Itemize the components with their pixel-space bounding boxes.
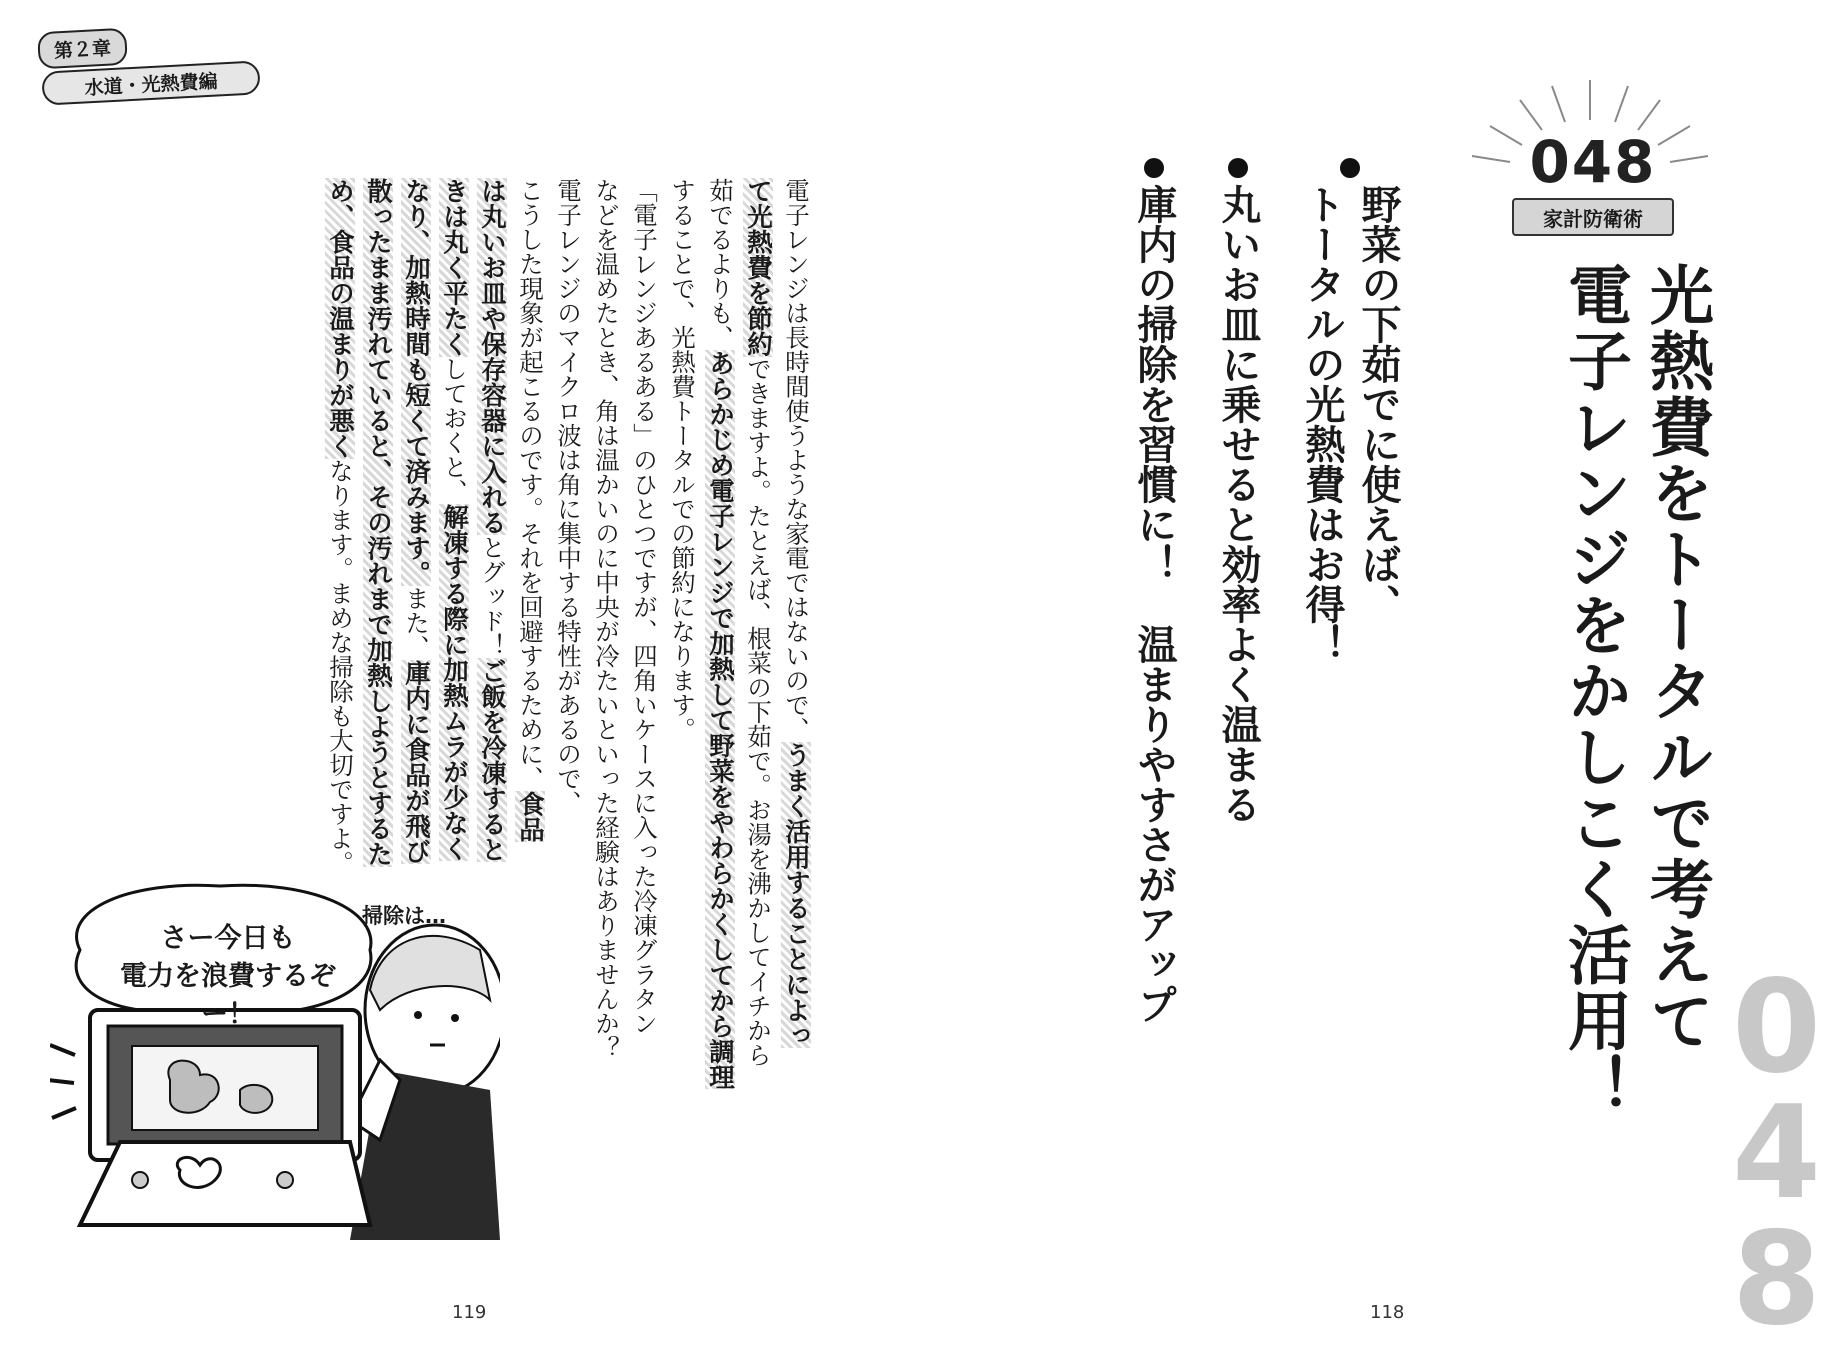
bullet-icon	[1340, 158, 1360, 178]
body-emphasis: あらかじめ電子レンジで加熱して野菜をやわらかくしてから調理	[705, 349, 735, 1089]
body-segment: なります。まめな掃除も大切ですよ。	[326, 458, 355, 875]
key-point-3	[1130, 158, 1178, 1028]
body-emphasis: め、食品の温まりが悪く	[325, 178, 355, 459]
body-column	[435, 178, 473, 918]
body-segment: 電子レンジのマイクロ波は角に集中する特性があるので、	[554, 178, 583, 815]
body-segment: 電子レンジは長時間使うような家電ではないので、	[782, 178, 811, 742]
key-point-3-text: 庫内の掃除を習慣に！ 温まりやすさがアップ	[1131, 184, 1177, 1024]
page-number-left: 119	[452, 1302, 487, 1323]
tip-category-ribbon: 家計防衛術	[1512, 198, 1674, 236]
body-column	[663, 178, 701, 918]
body-emphasis: は丸いお皿や保存容器に入れる	[477, 178, 507, 535]
body-emphasis: きは丸く平たく	[439, 178, 469, 357]
body-column	[625, 178, 663, 1036]
large-tip-number	[1731, 953, 1821, 1354]
key-point-2-text: 丸いお皿に乗せると効率よく温まる	[1215, 184, 1261, 824]
tip-number: 048	[1529, 128, 1657, 196]
key-point-1-line-1: 野菜の下茹でに使えば、	[1355, 184, 1401, 624]
body-segment: できますよ。たとえば、根菜の下茹で。お湯を沸かしてイチから	[744, 356, 773, 1067]
body-emphasis: ご飯を冷凍すると	[477, 657, 507, 862]
body-segment: 茹でるよりも、	[706, 178, 735, 350]
page-number-right: 118	[1370, 1302, 1405, 1323]
body-emphasis: て光熱費を節約	[743, 178, 773, 357]
speech-bubble-text	[108, 920, 348, 1034]
key-point-1-line-2: トータルの光熱費はお得！	[1299, 184, 1345, 664]
key-points	[1130, 158, 1402, 1028]
bullet-icon	[1144, 158, 1164, 178]
chapter-title: 水道・光熱費編	[41, 60, 260, 105]
body-segment: こうした現象が起こるのです。それを回避するために、	[516, 178, 545, 791]
body-column	[587, 178, 625, 1060]
body-column	[777, 178, 815, 1048]
body-segment: することで、光熱費トータルでの節約になります。	[668, 178, 697, 742]
body-emphasis: 解凍する際に加熱ムラが少なく	[439, 503, 469, 861]
body-emphasis: なり、加熱時間も短くて済みます。	[401, 178, 431, 586]
tip-badge	[1470, 70, 1710, 240]
large-digit: 4	[1731, 1079, 1821, 1228]
headline-line-1: 光熱費をトータルで考えて	[1639, 262, 1713, 1054]
body-column	[321, 178, 359, 918]
headline	[1557, 262, 1713, 1120]
body-segment: 「電子レンジあるある」のひとつですが、四角いケースに入った冷凍グラタン	[630, 178, 659, 1036]
body-column	[549, 178, 587, 918]
body-column	[359, 178, 397, 918]
large-digit: 8	[1731, 1205, 1821, 1354]
body-emphasis: 散ったまま汚れていると、その汚れまで加熱しようとするた	[363, 178, 393, 867]
body-segment: しておくと、	[440, 356, 469, 504]
whisper-text: 掃除は…	[362, 904, 446, 928]
body-emphasis: 食品	[515, 790, 545, 842]
body-segment: とグッド！	[478, 535, 507, 658]
large-digit: 0	[1731, 953, 1821, 1102]
body-column	[701, 178, 739, 1089]
body-emphasis: 庫内に食品が飛び	[401, 659, 431, 864]
bullet-icon	[1228, 158, 1248, 178]
body-column	[473, 178, 511, 918]
body-column	[511, 178, 549, 918]
chapter-number: 第２章	[37, 28, 128, 70]
body-column	[397, 178, 435, 918]
body-segment: また、	[402, 586, 431, 660]
speech-line-2: 電力を浪費するぞー！	[120, 961, 336, 1030]
body-emphasis: うまく活用することによっ	[781, 741, 811, 1048]
key-point-2	[1214, 158, 1262, 1028]
microwave-illustration	[50, 880, 500, 1240]
headline-line-2: 電子レンジをかしこく活用！	[1557, 262, 1631, 1120]
speech-line-1: さー今日も	[160, 923, 296, 954]
body-segment: などを温めたとき、角は温かいのに中央が冷たいといった経験はありませんか？	[592, 178, 621, 1060]
key-point-1	[1298, 158, 1402, 1028]
body-column	[739, 178, 777, 1067]
chapter-tag	[38, 30, 268, 102]
